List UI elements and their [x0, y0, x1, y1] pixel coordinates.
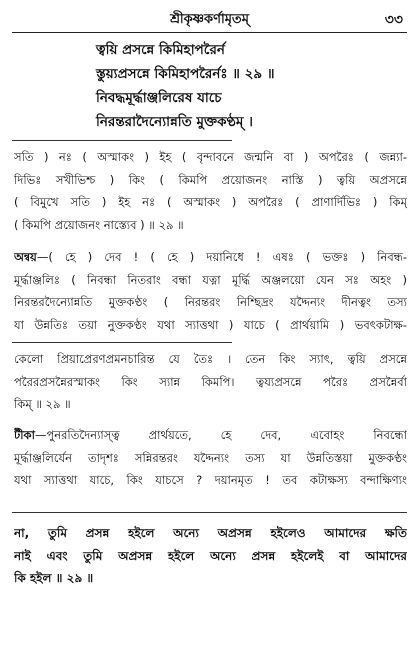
- tika-label: টীকা: [14, 428, 35, 442]
- verse-line: ত্বয়ি প্রসন্নে কিমিহাপরৈর্ন: [96, 42, 225, 58]
- commentary-line: সতি ) নঃ ( অস্মাকং ) ইহ ( বৃন্দাবনে জন্মনি বা ) অপরৈঃ ( জন্ন্যা-: [14, 150, 407, 164]
- tika-line: মূর্দ্ধাঞ্জলির্যেন তাদৃশঃ সন্নিরন্তরং যদ্দৈন্যং তস্য যা উন্নতিস্তয়া মুক্তকণ্ঠং: [14, 450, 407, 465]
- translation-line: কিম্‌ ॥ ২৯ ॥: [14, 397, 71, 411]
- commentary-line: ( কিমপি প্রয়োজনং নাস্ত্যেব ) ॥ ২৯ ॥: [14, 217, 184, 232]
- running-header: শ্রীকৃষ্ণকর্ণামৃতম্‌: [170, 12, 249, 27]
- verse-block: [96, 38, 416, 134]
- bengali-line: না, তুমি প্রসন্ন হইলে অন্যে অপ্রসন্ন হইলেও আমাদের ক্ষতি: [14, 526, 407, 540]
- verse-line: নিরন্তরাদৈন্যোন্নতি মুক্তকণ্ঠম্‌ ।: [96, 114, 253, 130]
- anvaya-line: নিরন্তরদৈন্যোন্নতি মুক্তকণ্ঠং ( নিরন্তরং নিশ্ছিদ্রং যদ্দৈন্যং দীনত্বং তস্য: [14, 295, 407, 309]
- tika-line: [14, 424, 407, 447]
- bengali-translation-block: [14, 522, 407, 590]
- page-number: ৩৩: [384, 12, 403, 28]
- translation-block: [14, 348, 407, 416]
- anvaya-text: —( হে ) দেব ! ( হে ) দয়ানিধে ! এষঃ ( ভক্তঃ ) নিবন্ধ-: [36, 250, 407, 264]
- commentary-block: [14, 146, 407, 236]
- section-divider: [12, 512, 407, 513]
- anvaya-line: মূর্দ্ধাঞ্জলিঃ ( নিবন্ধা নিতরাং বন্ধা যত্না মূর্দ্ধি অঞ্জলয়ো যেন সঃ অহং ): [14, 272, 407, 287]
- commentary-line: দিভিঃ সখীভিশ্চ ) কিং ( কিমপি প্রয়োজনং নাস্তি ) ত্বয়ি অপ্রসন্নে: [14, 172, 407, 187]
- bengali-line: নাই এবং তুমি অপ্রসন্ন হইলে অন্যে প্রসন্ন হইলেই বা আমাদের: [14, 548, 407, 563]
- anvaya-line: [14, 246, 407, 269]
- verse-line: নিবদ্ধমূর্দ্ধাঞ্জলিরেষ যাচে: [96, 90, 222, 106]
- translation-line: কেলো প্রিয়াপ্রেরণপ্রমনচারিন্ত যে তৈঃ । তেন কিং স্যাৎ, ত্বয়ি প্রসন্নে: [14, 352, 407, 366]
- anvaya-label: অন্বয়: [14, 250, 37, 264]
- section-divider: [12, 140, 232, 141]
- translation-line: পরৈরপ্রসন্নৈরস্মাকং কিং স্যান্ন কিমপি। ত্বয্যপ্রসন্নে পরৈঃ প্রসন্নৈর্বা: [14, 374, 407, 389]
- tika-text: —পুনরতিদৈন্যাস্ত্ব প্রার্থয়তে, হে দেব, এবোহং নিবন্ধো: [34, 428, 407, 442]
- tika-block: [14, 424, 407, 492]
- bengali-line: কি হইল ॥ ২৯ ॥: [14, 571, 94, 585]
- anvaya-block: [14, 246, 407, 336]
- commentary-line: ( বিমুখে সতি ) ইহ নঃ ( অস্মাকং ) অপরৈঃ ( প্রাণার্দিভিঃ ) কিম্‌: [14, 195, 407, 209]
- section-divider: [12, 342, 232, 343]
- header-rule: [12, 32, 407, 33]
- anvaya-line: যা উন্নতিঃ তয়া নুক্তকণ্ঠং যথা স্যাত্তথা ) যাচে ( প্রার্থয়ামি ) ভবৎকটাক্ষ-: [14, 317, 407, 332]
- verse-line: স্তুয়্যপ্রসন্নে কিমিহাপরৈর্নঃ ॥ ২৯ ॥: [96, 66, 275, 82]
- tika-line: যথা স্যাত্তথা যাচে, কিং যাচসে ? দয়ানমৃত ! তব কটাক্ষস্য বন্দাক্ষিণ্যং: [14, 473, 407, 487]
